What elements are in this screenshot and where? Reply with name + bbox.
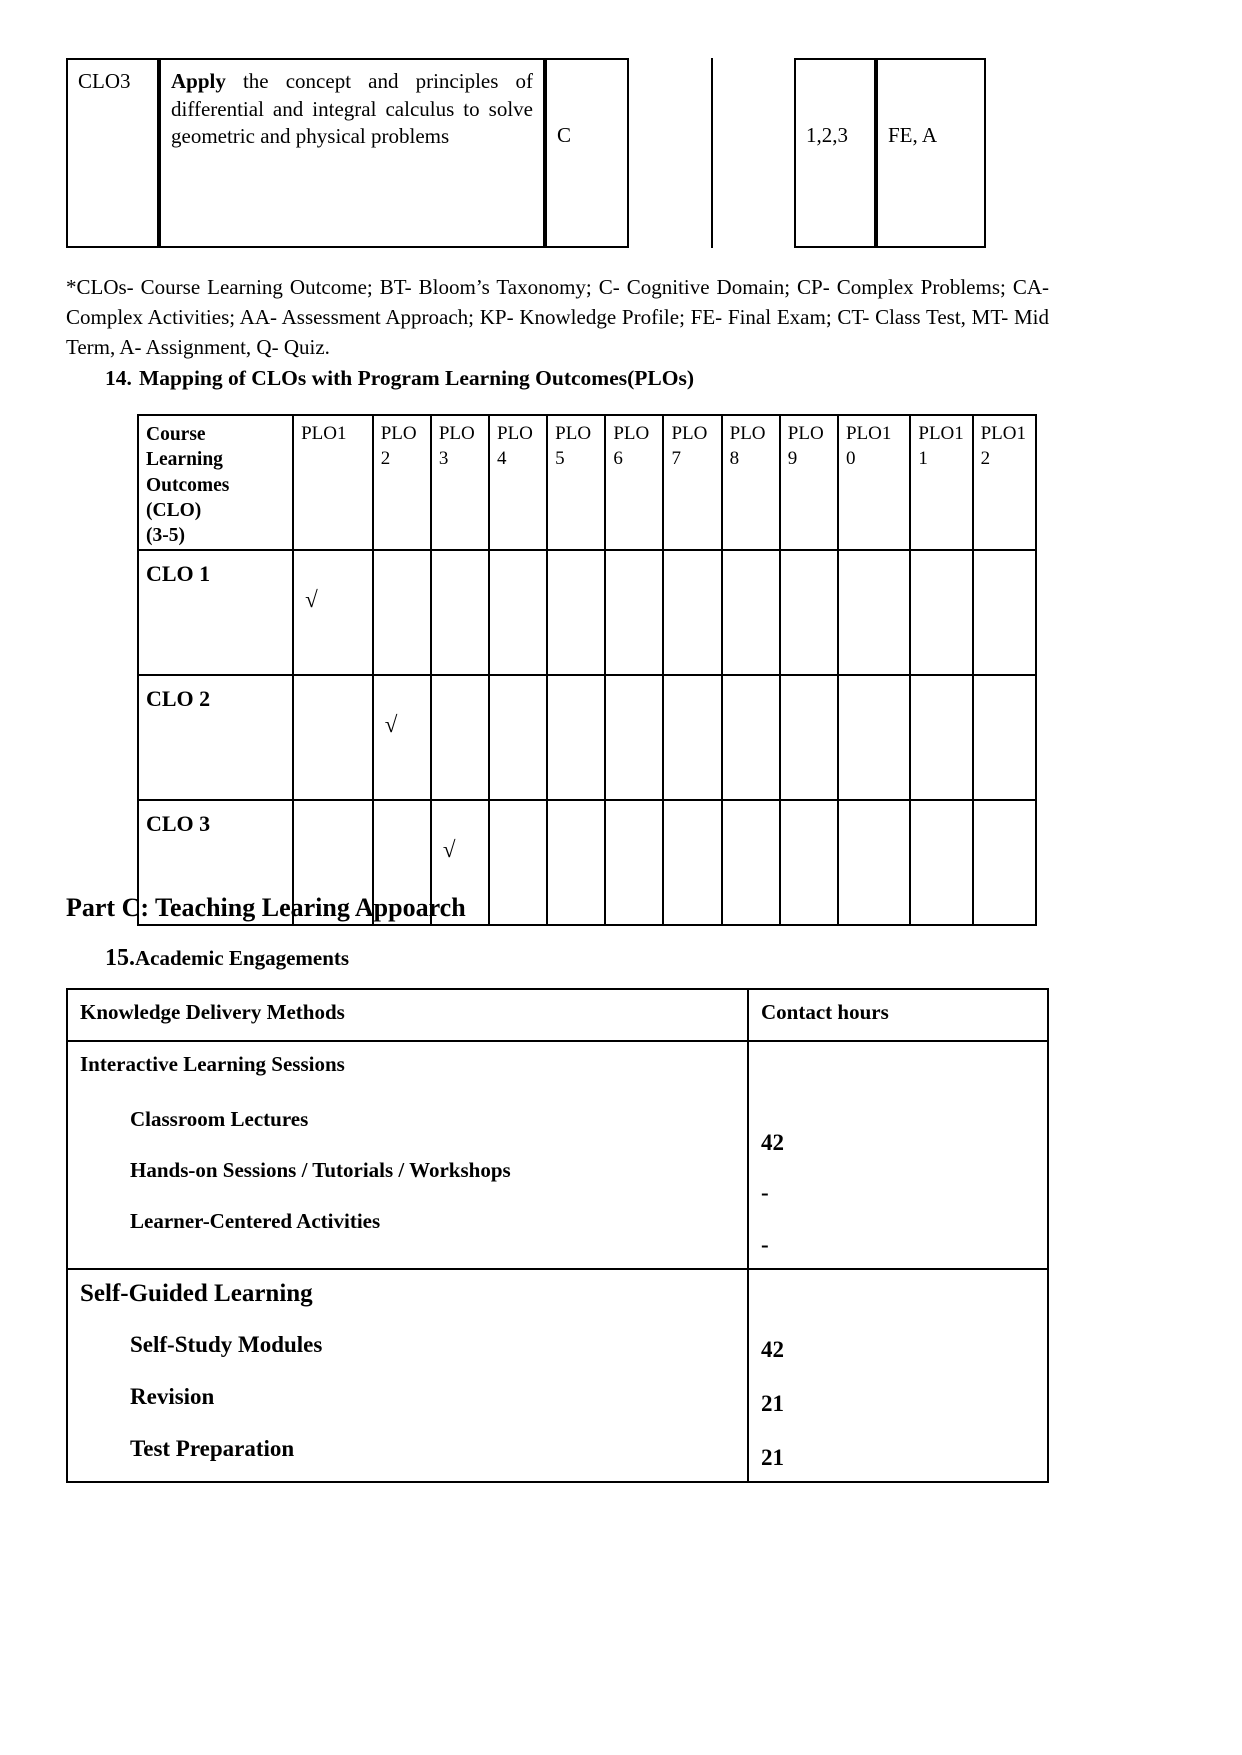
item-test-preparation: Test Preparation <box>130 1436 295 1461</box>
plo-cell <box>605 800 663 925</box>
checkmark-icon: √ <box>305 586 318 612</box>
checkmark-icon <box>613 557 655 585</box>
plo-cell <box>663 800 721 925</box>
item-hands-on-sessions: Hands-on Sessions / Tutorials / Workshops <box>130 1158 511 1182</box>
plo-header-row <box>138 415 1036 550</box>
checkmark-icon <box>555 557 597 585</box>
section-15-heading <box>105 945 349 972</box>
plo-cell <box>780 675 838 800</box>
part-c-heading: Part C: Teaching Learing Appoarch <box>66 893 466 922</box>
plo-cell <box>910 800 972 925</box>
plo-cell <box>780 550 838 675</box>
checkmark-icon: √ <box>384 711 398 737</box>
plo-header-bottom: 1 <box>918 447 928 469</box>
plo-header-top: PLO <box>380 423 417 444</box>
checkmark-icon <box>555 807 597 835</box>
clo-statement-cell <box>159 58 545 248</box>
checkmark-icon <box>301 807 365 835</box>
plo-header-top: PLO <box>671 423 708 444</box>
group-title-interactive-learning: Interactive Learning Sessions <box>80 1052 345 1076</box>
clo-plo-mapping-table <box>137 414 1037 926</box>
checkmark-icon <box>918 557 964 585</box>
plo-column-header-3 <box>431 415 489 550</box>
plo-column-header-7 <box>663 415 721 550</box>
plo-cell <box>722 800 780 925</box>
item-self-study-modules: Self-Study Modules <box>130 1332 323 1357</box>
checkmark-icon <box>613 682 655 710</box>
plo-row-label-clo1: CLO 1 <box>138 550 293 675</box>
plo-column-header-10 <box>838 415 910 550</box>
hours-classroom-lectures: 42 <box>761 1130 784 1155</box>
table-row <box>67 1269 1048 1482</box>
plo-cell <box>910 675 972 800</box>
checkmark-icon <box>846 682 902 710</box>
plo-cell <box>973 550 1036 675</box>
plo-header-top: PLO <box>729 423 766 444</box>
plo-corner-line-1: Course Learning <box>146 424 223 471</box>
self-guided-hours-cell <box>748 1269 1048 1482</box>
header-knowledge-delivery-methods: Knowledge Delivery Methods <box>67 989 748 1041</box>
engagements-header-row <box>67 989 1048 1041</box>
plo-header-top: PLO <box>613 423 650 444</box>
hours-revision: 21 <box>761 1391 784 1416</box>
checkmark-icon <box>730 682 772 710</box>
hours-test-preparation: 21 <box>761 1445 784 1470</box>
plo-cell <box>431 550 489 675</box>
hours-self-study-modules: 42 <box>761 1337 784 1362</box>
clo-domain: C <box>557 123 572 147</box>
item-classroom-lectures: Classroom Lectures <box>130 1107 309 1131</box>
plo-column-header-4 <box>489 415 547 550</box>
plo-header-top: PLO1 <box>918 423 964 444</box>
plo-cell <box>973 800 1036 925</box>
clo-summary-table <box>66 58 986 248</box>
checkmark-icon <box>730 557 772 585</box>
plo-cell <box>973 675 1036 800</box>
plo-cell <box>605 675 663 800</box>
interactive-learning-group-cell <box>67 1041 748 1269</box>
checkmark-icon <box>497 682 539 710</box>
checkmark-icon <box>671 557 713 585</box>
plo-column-header-12 <box>973 415 1036 550</box>
plo-corner-line-3: (3-5) <box>146 525 185 547</box>
clo-code-cell <box>66 58 159 248</box>
clo-kp-cell <box>794 58 876 248</box>
item-revision: Revision <box>130 1384 215 1409</box>
plo-cell <box>910 550 972 675</box>
section-14-title: Mapping of CLOs with Program Learning Outcomes(PLOs) <box>139 366 695 390</box>
plo-header-top: PLO <box>555 423 592 444</box>
plo-row-label-clo2: CLO 2 <box>138 675 293 800</box>
table-row <box>138 550 1036 675</box>
checkmark-icon <box>555 682 597 710</box>
plo-cell <box>605 550 663 675</box>
plo-header-bottom: 5 <box>555 447 565 469</box>
plo-cell <box>431 675 489 800</box>
abbreviations-footnote: *CLOs- Course Learning Outcome; BT- Bloom’s Taxonomy; C- Cognitive Domain; CP- Complex Problems; CA- Complex Activities; AA- Assessment Approach; KP- Knowledge Profile; FE- Final Exam; CT- Class Test, MT- Mid Term, A- Assignment, Q- Quiz. <box>66 275 1049 359</box>
plo-cell <box>489 800 547 925</box>
plo-cell <box>293 675 373 800</box>
hours-hands-on-sessions: - <box>761 1180 769 1205</box>
plo-cell <box>663 675 721 800</box>
plo-cell <box>722 550 780 675</box>
checkmark-icon: √ <box>442 836 456 862</box>
plo-header-bottom: 0 <box>845 447 856 469</box>
plo-column-header-9 <box>780 415 838 550</box>
plo-cell <box>547 800 605 925</box>
checkmark-icon <box>918 682 964 710</box>
plo-cell <box>547 675 605 800</box>
checkmark-icon <box>846 807 902 835</box>
checkmark-icon <box>730 807 772 835</box>
checkmark-icon <box>846 557 902 585</box>
section-15-title: Academic Engagements <box>135 946 350 970</box>
clo-code: CLO3 <box>78 69 131 93</box>
plo-column-header-8 <box>722 415 780 550</box>
clo-assessment: FE, A <box>888 123 938 147</box>
plo-cell <box>838 550 910 675</box>
group-title-self-guided-learning: Self-Guided Learning <box>80 1280 313 1307</box>
plo-header-top: PLO <box>497 423 533 444</box>
plo-header-bottom: 7 <box>671 447 681 469</box>
checkmark-icon <box>981 557 1028 585</box>
plo-header-top: PLO1 <box>980 423 1027 444</box>
checkmark-icon <box>497 557 539 585</box>
checkmark-icon <box>918 807 964 835</box>
plo-column-header-6 <box>605 415 663 550</box>
plo-header-top: PLO <box>787 423 824 444</box>
self-guided-group-cell <box>67 1269 748 1482</box>
clo-kp: 1,2,3 <box>806 123 848 147</box>
checkmark-icon <box>788 682 830 710</box>
checkmark-icon <box>439 682 481 710</box>
checkmark-icon <box>381 807 423 835</box>
plo-column-header-2 <box>373 415 431 550</box>
plo-header-top: PLO <box>438 423 475 444</box>
section-14-number: 14. <box>105 366 132 390</box>
item-learner-centered-activities: Learner-Centered Activities <box>130 1209 381 1233</box>
plo-cell <box>838 800 910 925</box>
plo-header-bottom: 2 <box>980 447 991 469</box>
plo-cell <box>293 550 373 675</box>
plo-header-bottom: 2 <box>380 447 391 469</box>
plo-corner-line-2: Outcomes (CLO) <box>146 474 230 522</box>
plo-cell <box>489 550 547 675</box>
plo-cell <box>489 675 547 800</box>
plo-header-bottom: 6 <box>613 447 623 469</box>
plo-header-bottom: 8 <box>729 447 740 469</box>
plo-header-bottom: 4 <box>497 447 507 469</box>
plo-cell <box>547 550 605 675</box>
checkmark-icon <box>497 807 539 835</box>
plo-cell <box>373 675 431 800</box>
section-15-number: 15. <box>105 945 135 971</box>
plo-column-header-1 <box>293 415 373 550</box>
plo-column-header-5 <box>547 415 605 550</box>
plo-row-label-clo3: CLO 3 <box>138 800 293 925</box>
plo-cell <box>722 675 780 800</box>
plo-header-top: PLO1 <box>845 423 892 444</box>
plo-header-top: PLO1 <box>301 423 347 444</box>
plo-cell <box>780 800 838 925</box>
academic-engagements-table <box>66 988 1049 1483</box>
plo-corner-header <box>138 415 293 550</box>
clo-domain-cell <box>545 58 629 248</box>
checkmark-icon <box>671 682 713 710</box>
plo-cell <box>663 550 721 675</box>
checkmark-icon <box>671 807 713 835</box>
checkmark-icon <box>613 807 655 835</box>
checkmark-icon <box>981 807 1028 835</box>
clo-statement-verb: Apply <box>171 69 226 93</box>
section-14-heading <box>105 366 1005 391</box>
checkmark-icon <box>788 557 830 585</box>
checkmark-icon <box>439 557 481 585</box>
clo-divider-rule <box>711 58 733 248</box>
checkmark-icon <box>981 682 1028 710</box>
hours-learner-centered-activities: - <box>761 1232 769 1257</box>
clo-statement-text: the concept and principles of differential and integral calculus to solve geometric and physical problems <box>171 69 533 149</box>
interactive-learning-hours-cell <box>748 1041 1048 1269</box>
plo-header-bottom: 9 <box>787 447 798 469</box>
table-row <box>138 675 1036 800</box>
table-row <box>67 1041 1048 1269</box>
plo-cell <box>838 675 910 800</box>
checkmark-icon <box>301 682 365 710</box>
plo-cell <box>373 550 431 675</box>
plo-header-bottom: 3 <box>438 447 449 469</box>
header-contact-hours: Contact hours <box>748 989 1048 1041</box>
checkmark-icon <box>788 807 830 835</box>
checkmark-icon <box>381 557 423 585</box>
clo-assessment-cell <box>876 58 986 248</box>
plo-column-header-11 <box>910 415 972 550</box>
